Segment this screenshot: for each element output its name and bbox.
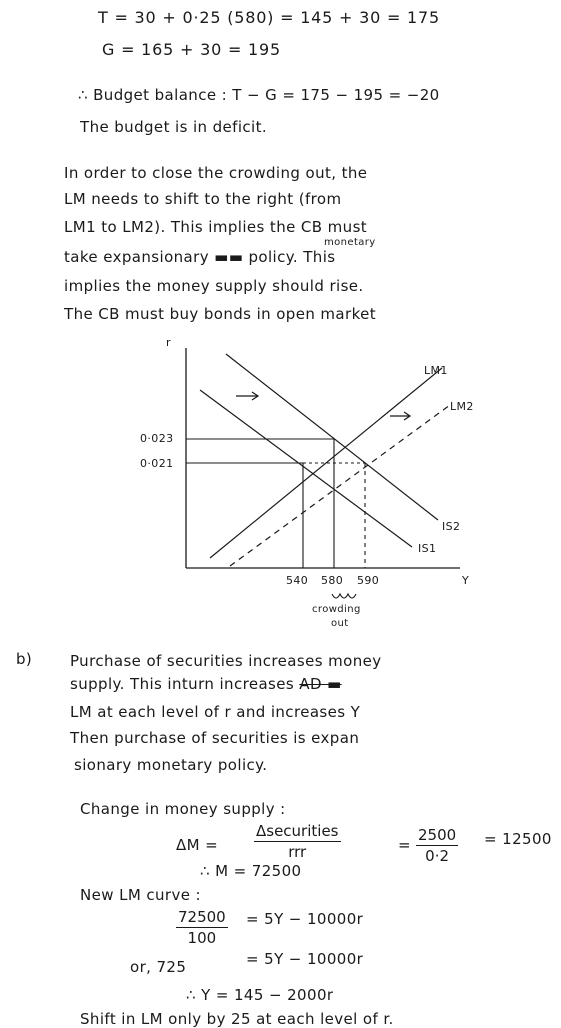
paragraph-line-1: In order to close the crowding out, the <box>64 164 368 182</box>
tax-equation: T = 30 + 0·25 (580) = 145 + 30 = 175 <box>98 8 440 27</box>
part-b-line-1: Purchase of securities increases money <box>70 652 382 670</box>
part-b-line-2-text: supply. This inturn increases <box>70 675 300 693</box>
part-b-line-5: sionary monetary policy. <box>74 756 268 774</box>
change-heading: Change in money supply : <box>80 800 286 818</box>
lm-equation-1: = 5Y − 10000r <box>246 910 364 928</box>
lm2-curve <box>230 405 450 566</box>
part-b-line-4: Then purchase of securities is expan <box>70 729 360 747</box>
part-b-line-3: LM at each level of r and increases Y <box>70 703 361 721</box>
lm1-label: LM1 <box>424 364 448 377</box>
y-solution-line: ∴ Y = 145 − 2000r <box>186 986 334 1004</box>
is2-label: IS2 <box>442 520 461 533</box>
r-low-label: 0·021 <box>140 457 174 470</box>
paragraph-line-5: implies the money supply should rise. <box>64 277 364 295</box>
is2-curve <box>226 354 438 520</box>
fraction-2500-den: 0·2 <box>425 847 450 865</box>
fraction-2500-over-0-2 <box>416 826 458 865</box>
lm2-label: LM2 <box>450 400 474 413</box>
money-supply-line: ∴ M = 72500 <box>200 862 302 880</box>
fraction-72500-over-100 <box>176 908 228 947</box>
new-lm-heading: New LM curve : <box>80 886 202 904</box>
y-tick-540: 540 <box>286 574 309 587</box>
equals-sign: = <box>398 836 411 854</box>
crowding-label: crowding <box>312 604 361 615</box>
paragraph-line-6: The CB must buy bonds in open market <box>64 305 377 323</box>
shift-arrow-right <box>390 412 410 420</box>
fraction-securities-over-rrr <box>254 822 341 861</box>
part-b-marker: b) <box>16 650 33 668</box>
crowding-out-label: out <box>331 618 349 629</box>
part-b-line-2 <box>70 675 342 693</box>
lm-equation-2-rhs: = 5Y − 10000r <box>246 950 364 968</box>
delta-m-result: = 12500 <box>484 830 552 848</box>
paragraph-line-3: LM1 to LM2). This implies the CB must <box>64 218 368 236</box>
crowding-brace-icon <box>332 594 356 598</box>
fraction-72500-num: 72500 <box>178 908 226 926</box>
paragraph-line-2: LM needs to shift to the right (from <box>64 190 342 208</box>
shift-statement: Shift in LM only by 25 at each level of r. <box>80 1010 394 1028</box>
government-equation: G = 165 + 30 = 195 <box>102 40 281 59</box>
fraction-securities-den: rrr <box>288 843 307 861</box>
y-tick-580: 580 <box>321 574 344 587</box>
inserted-word-monetary: monetary <box>324 237 376 248</box>
shift-arrow-left <box>236 392 258 400</box>
delta-m-label: ΔM = <box>176 836 219 854</box>
budget-balance-line: ∴ Budget balance : T − G = 175 − 195 = −20 <box>78 86 440 104</box>
fraction-2500-num: 2500 <box>418 826 457 844</box>
y-tick-590: 590 <box>357 574 380 587</box>
r-high-label: 0·023 <box>140 432 174 445</box>
fraction-72500-den: 100 <box>187 929 217 947</box>
y-axis-label: r <box>166 336 171 349</box>
struck-text: AD ▬ <box>299 675 342 693</box>
paragraph-line-4: take expansionary ▬▬ policy. This <box>64 248 336 266</box>
lm-equation-2-lhs: or, 725 <box>130 958 187 976</box>
deficit-statement: The budget is in deficit. <box>80 118 268 136</box>
fraction-securities-num: Δsecurities <box>256 822 339 840</box>
is1-curve <box>200 390 412 547</box>
is1-label: IS1 <box>418 542 437 555</box>
x-axis-label: Y <box>462 574 470 587</box>
